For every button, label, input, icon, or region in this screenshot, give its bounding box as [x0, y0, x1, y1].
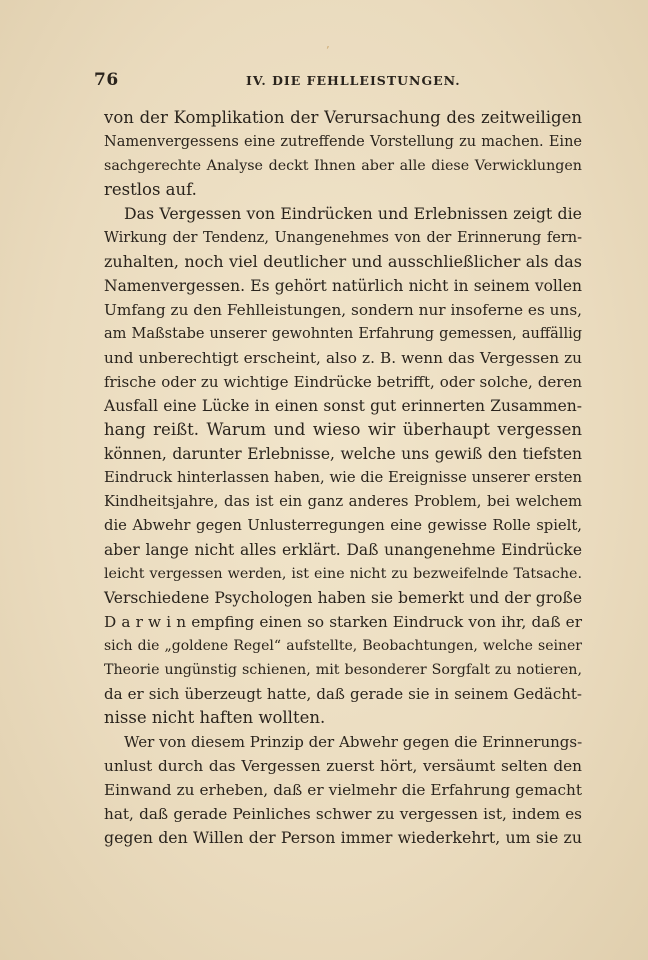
text-line: sich die „goldene Regel“ aufstellte, Beobachtungen, welche seiner	[104, 638, 582, 654]
text-line: Kindheitsjahre, das ist ein ganz anderes Problem, bei welchem	[104, 493, 582, 510]
page-number: 76	[94, 70, 119, 90]
text-line: können, darunter Erlebnisse, welche uns gewiß den tiefsten	[104, 445, 582, 463]
running-head	[94, 70, 584, 94]
text-line: Ausfall eine Lücke in einen sonst gut erinnerten Zusammen-	[104, 397, 582, 415]
text-line: leicht vergessen werden, ist eine nicht zu bezweifelnde Tatsache.	[104, 566, 582, 582]
text-line: zuhalten, noch viel deutlicher und ausschließlicher als das	[104, 252, 582, 271]
chapter-title: IV. DIE FEHLLEISTUNGEN.	[246, 73, 461, 88]
text-line: am Maßstabe unserer gewohnten Erfahrung gemessen, auffällig	[104, 326, 582, 342]
paragraph-3	[104, 730, 582, 850]
text-line: restlos auf.	[104, 180, 197, 199]
text-line: sachgerechte Analyse deckt Ihnen aber alle diese Verwicklungen	[104, 158, 582, 174]
text-line: Wirkung der Tendenz, Unangenehmes von der Erinnerung fern-	[104, 230, 582, 246]
ink-mark: ’	[326, 44, 330, 57]
text-line: die Abwehr gegen Unlusterregungen eine gewisse Rolle spielt,	[104, 517, 582, 534]
text-line: Verschiedene Psychologen haben sie bemerkt und der große	[104, 589, 582, 607]
text-body	[104, 106, 582, 850]
text-line: gegen den Willen der Person immer wiederkehrt, um sie zu	[104, 828, 582, 847]
text-line: hang reißt. Warum und wieso wir überhaupt vergessen	[104, 420, 582, 439]
text-line: Namenvergessens eine zutreffende Vorstellung zu machen. Eine	[104, 134, 582, 150]
text-line: hat, daß gerade Peinliches schwer zu vergessen ist, indem es	[104, 805, 582, 823]
text-line: nisse nicht haften wollten.	[104, 708, 326, 727]
text-line: Theorie ungünstig schienen, mit besonderer Sorgfalt zu notieren,	[104, 662, 582, 678]
paragraph-2	[104, 202, 582, 730]
text-line: Eindruck hinterlassen haben, wie die Ereignisse unserer ersten	[104, 469, 582, 486]
text-line: Einwand zu erheben, daß er vielmehr die Erfahrung gemacht	[104, 781, 582, 799]
paragraph-1	[104, 106, 582, 202]
text-line: Umfang zu den Fehlleistungen, sondern nur insoferne es uns,	[104, 301, 582, 319]
text-line: Wer von diesem Prinzip der Abwehr gegen die Erinnerungs-	[124, 733, 583, 751]
text-line: da er sich überzeugt hatte, daß gerade sie in seinem Gedächt-	[104, 685, 582, 703]
text-line: von der Komplikation der Verursachung des zeitweiligen	[104, 108, 582, 127]
text-line: frische oder zu wichtige Eindrücke betrifft, oder solche, deren	[104, 373, 582, 391]
text-line: unlust durch das Vergessen zuerst hört, versäumt selten den	[104, 757, 582, 775]
text-line: D a r w i n empfing einen so starken Eindruck von ihr, daß er	[104, 613, 582, 631]
text-line: Das Vergessen von Eindrücken und Erlebnissen zeigt die	[124, 204, 582, 223]
text-line: aber lange nicht alles erklärt. Daß unangenehme Eindrücke	[104, 541, 582, 559]
text-line: Namenvergessen. Es gehört natürlich nicht in seinem vollen	[104, 277, 582, 295]
text-line: und unberechtigt erscheint, also z. B. wenn das Vergessen zu	[104, 349, 582, 367]
